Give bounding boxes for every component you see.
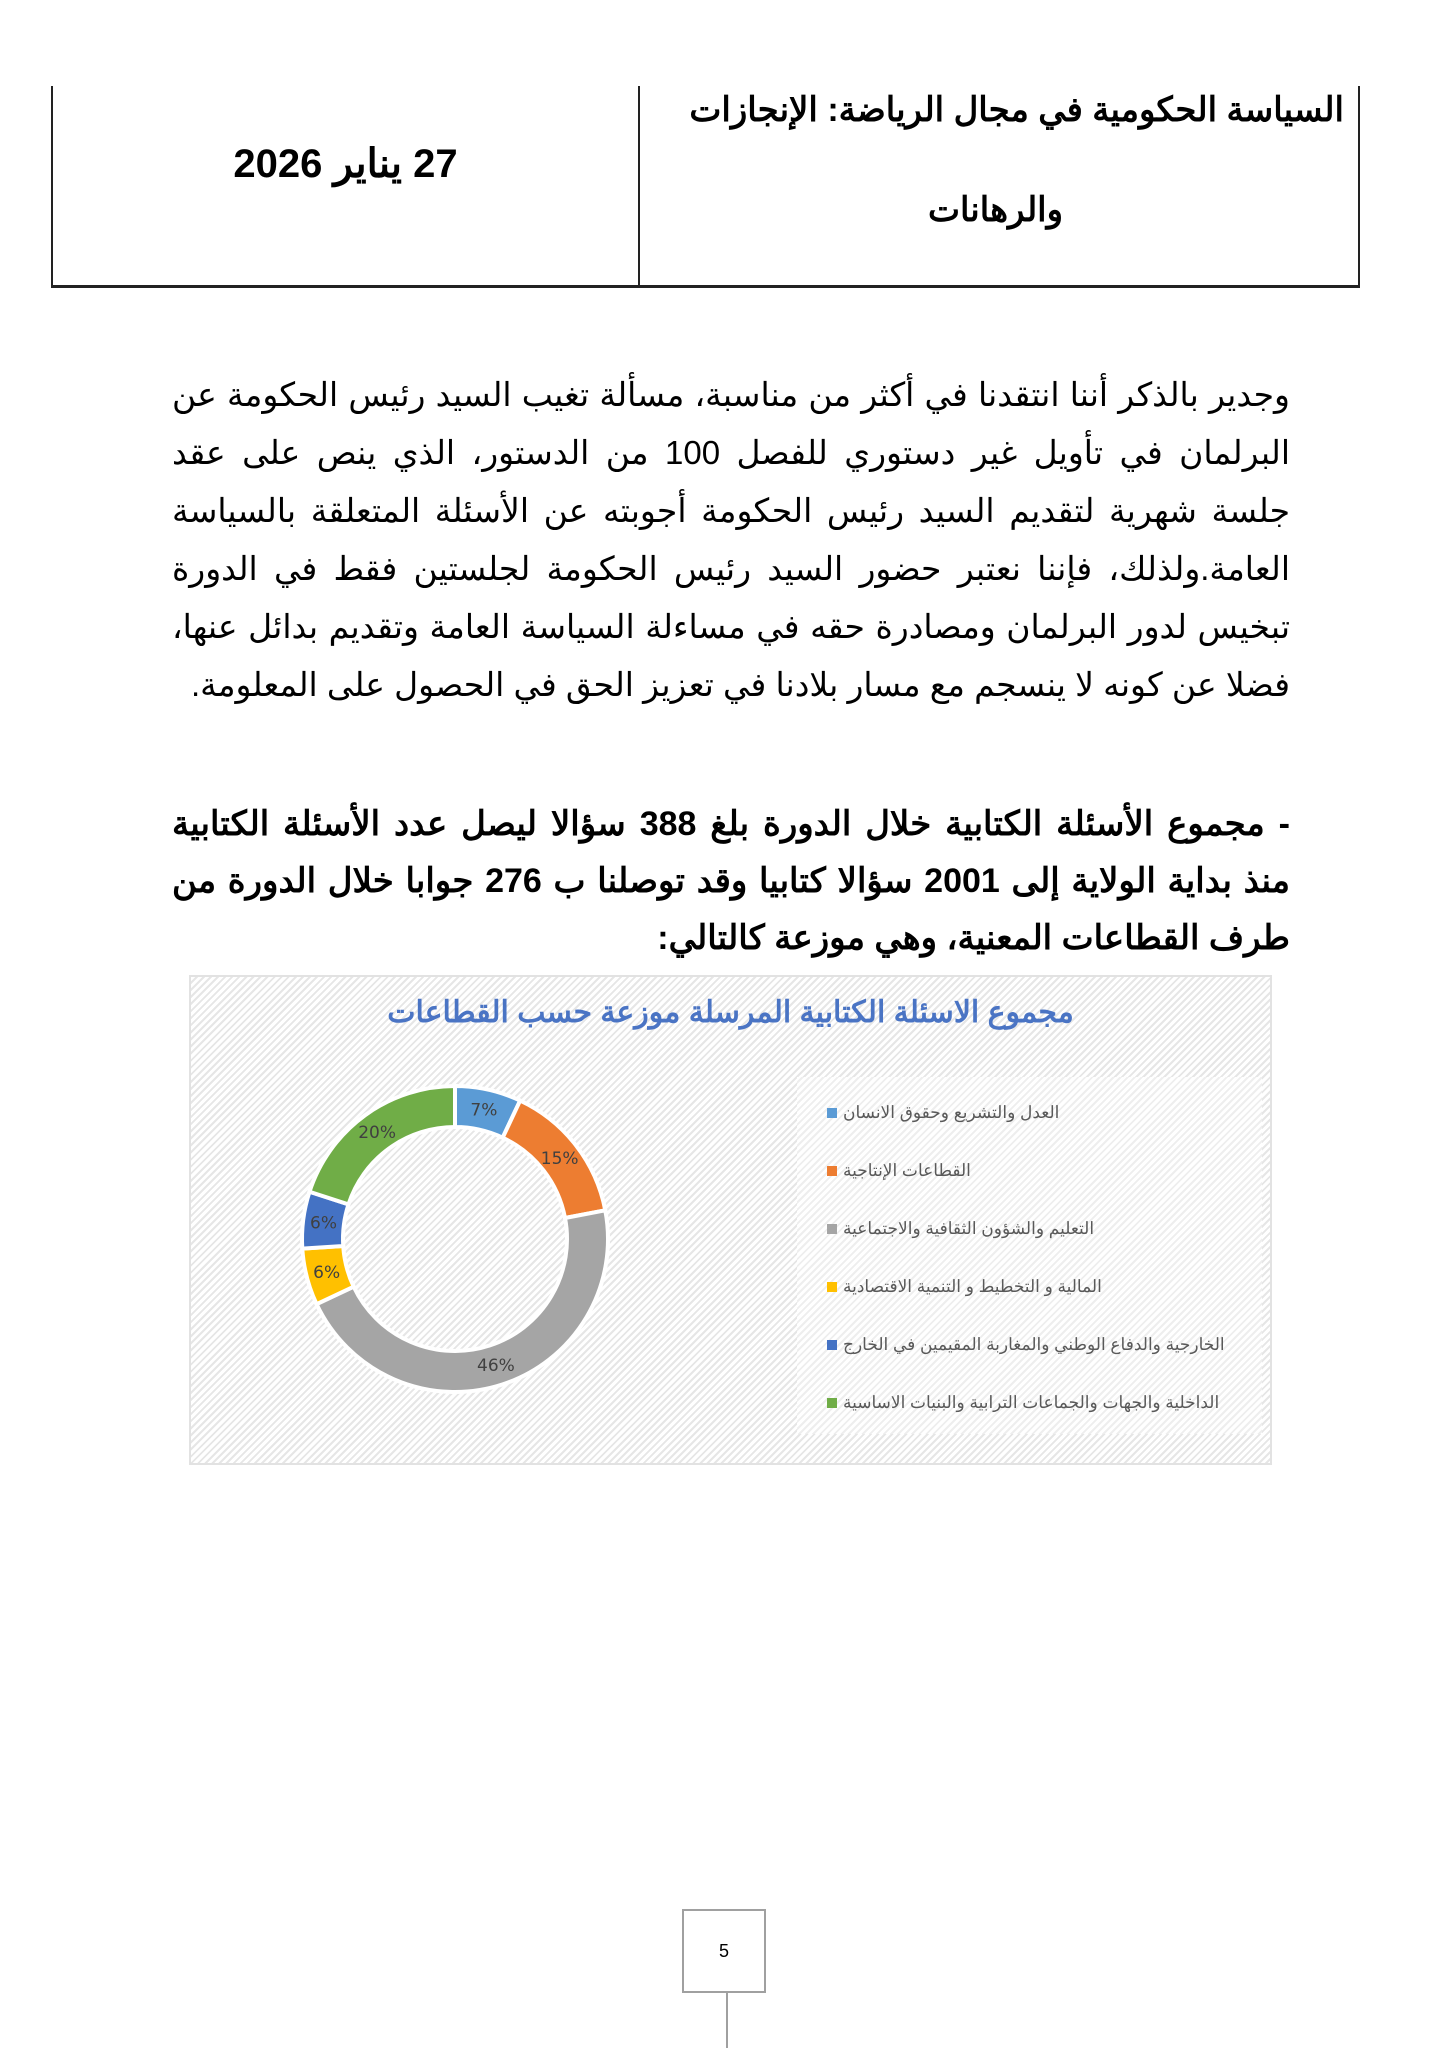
header-table (51, 86, 1360, 288)
page-number-connector (726, 1993, 728, 2048)
data-label: 6% (313, 1262, 341, 1283)
donut-slice (309, 1086, 455, 1204)
legend-swatch (827, 1108, 837, 1118)
legend-label: العدل والتشريع وحقوق الانسان (843, 1103, 1060, 1122)
chart-title: مجموع الاسئلة الكتابية المرسلة موزعة حسب القطاعات (387, 996, 1074, 1029)
legend-item (827, 1101, 1059, 1125)
legend-label: الخارجية والدفاع الوطني والمغاربة المقيمين في الخارج (843, 1335, 1225, 1354)
legend-item (827, 1217, 1094, 1241)
data-label: 6% (310, 1213, 338, 1234)
legend-swatch (827, 1398, 837, 1408)
legend-item (827, 1159, 971, 1183)
data-label: 20% (358, 1122, 397, 1143)
legend-swatch (827, 1166, 837, 1176)
body-paragraph: وجدير بالذكر أننا انتقدنا في أكثر من مناسبة، مسألة تغيب السيد رئيس الحكومة عن البرلمان في تأويل غير دستوري للفصل 100 من الدستور، الذي ينص على عقد جلسة شهرية لتقديم السيد رئيس الحكومة أجوبته عن الأسئلة المتعلقة بالسياسة العامة.ولذلك، فإننا نعتبر حضور السيد رئيس الحكومة لجلستين فقط في الدورة تبخيس لدور البرلمان ومصادرة حقه في مساءلة السياسة العامة وتقديم بدائل عنها، فضلا عن كونه لا ينسجم مع مسار بلادنا في تعزيز الحق في الحصول على المعلومة. (172, 376, 1290, 703)
header-divider (638, 86, 640, 285)
legend-swatch (827, 1224, 837, 1234)
legend-swatch (827, 1282, 837, 1292)
legend-label: المالية و التخطيط و التنمية الاقتصادية (843, 1277, 1102, 1296)
document-title-line2: والرهانات (927, 191, 1064, 229)
legend-swatch (827, 1340, 837, 1350)
donut-slice (317, 1210, 608, 1392)
data-label: 46% (477, 1356, 515, 1377)
legend-label: القطاعات الإنتاجية (843, 1161, 971, 1180)
doughnut-chart (189, 975, 1272, 1465)
document-title-line1: السياسة الحكومية في مجال الرياضة: الإنجازات (689, 91, 1344, 129)
document-date: 27 يناير 2026 (233, 142, 458, 186)
legend-label: التعليم والشؤون الثقافية والاجتماعية (843, 1219, 1095, 1238)
legend-item (827, 1275, 1102, 1299)
legend-label: الداخلية والجهات والجماعات الترابية والبنيات الاساسية (843, 1393, 1220, 1412)
data-label: 7% (470, 1100, 498, 1121)
legend-item (827, 1391, 1219, 1415)
chart-legend (797, 1077, 1262, 1434)
data-label: 15% (540, 1148, 579, 1169)
summary-paragraph-bold: - مجموع الأسئلة الكتابية خلال الدورة بلغ 388 سؤالا ليصل عدد الأسئلة الكتابية منذ بداية الولاية إلى 2001 سؤالا كتابيا وقد توصلنا ب 276 جوابا خلال الدورة من طرف القطاعات المعنية، وهي موزعة كالتالي: (172, 805, 1290, 957)
legend-item (827, 1333, 1225, 1357)
page-number: 5 (682, 1909, 766, 1993)
